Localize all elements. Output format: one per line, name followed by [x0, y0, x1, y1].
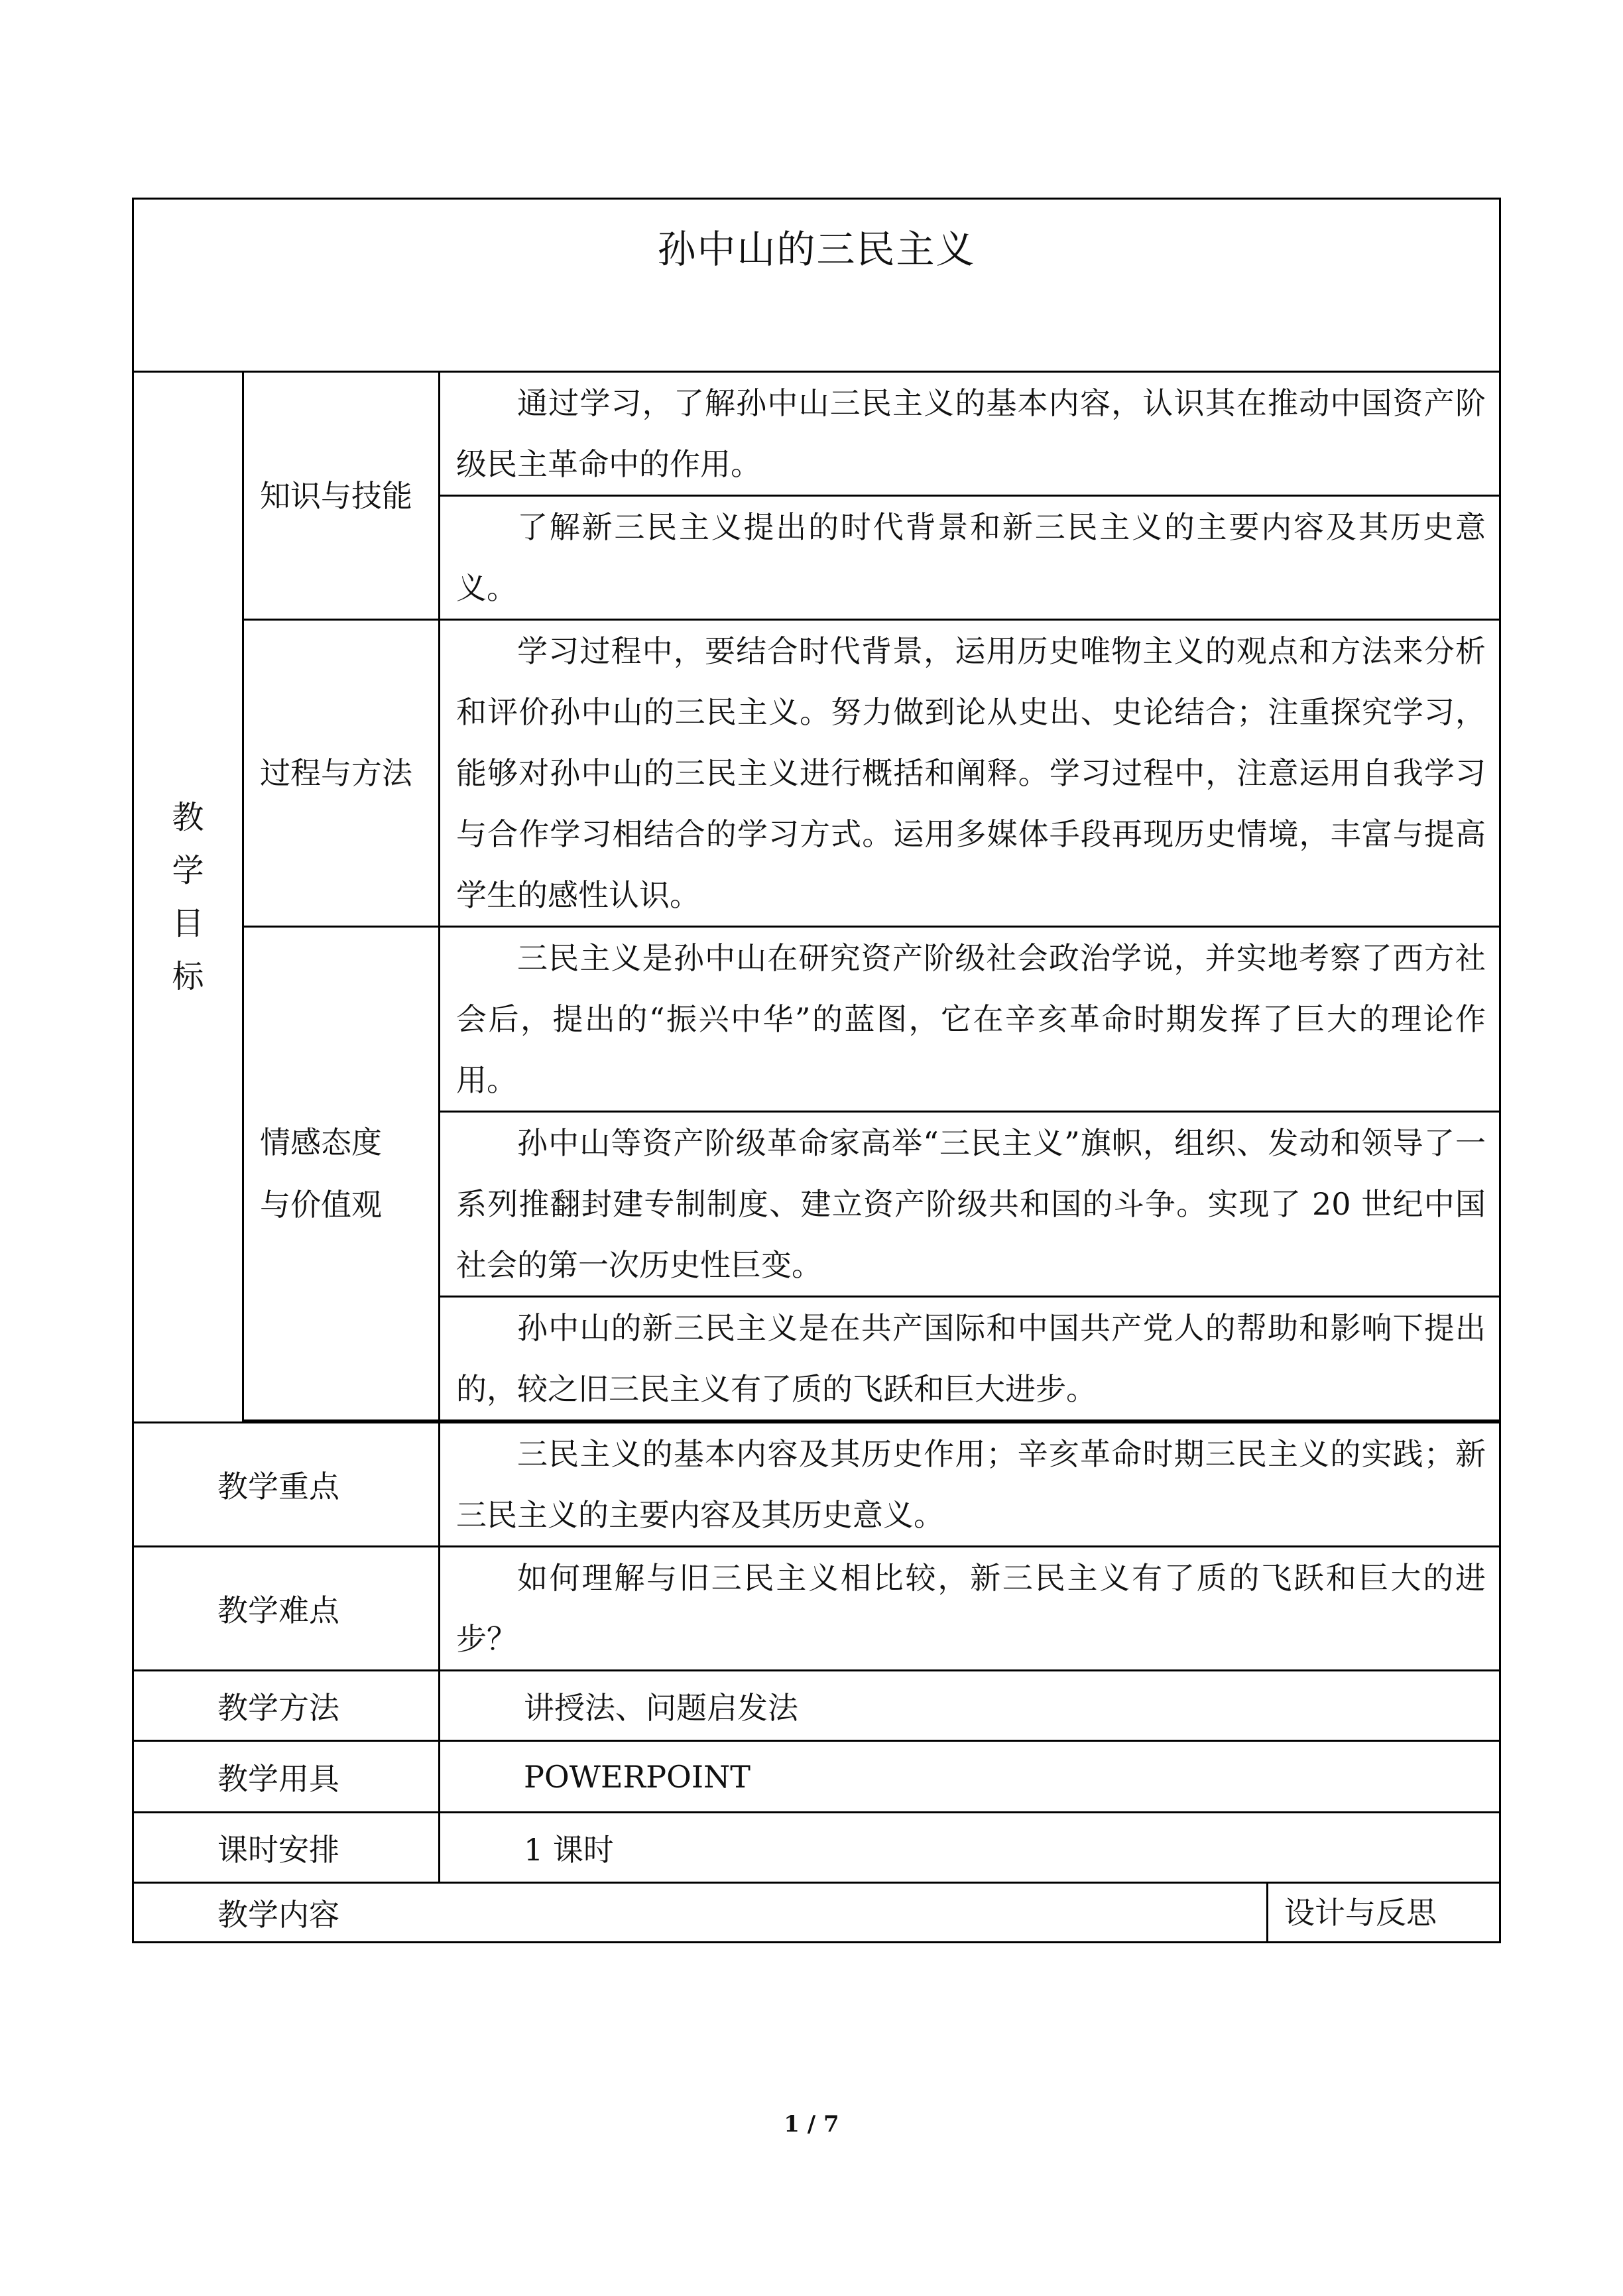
objective-attitude-3 — [440, 1297, 1500, 1421]
schedule-content: 1 课时 — [440, 1813, 1500, 1883]
page-title: 孙中山的三民主义 — [657, 227, 976, 272]
objective-attitude-1 — [440, 927, 1500, 1112]
difficulties-label: 教学难点 — [133, 1547, 440, 1671]
objective-text: 学习过程中，要结合时代背景，运用历史唯物主义的观点和方法来分析和评价孙中山的三民主义。努力做到论从史出、史论结合；注重探究学习，能够对孙中山的三民主义进行概括和阐释。学习过程中，注意运用自我学习与合作学习相结合的学习方式。运用多媒体手段再现历史情境，丰富与提高学生的感性认识。 — [456, 633, 1486, 913]
key-points-label: 教学重点 — [133, 1423, 440, 1547]
category-process-methods: 过程与方法 — [243, 620, 440, 927]
content-header-label: 教学内容 — [133, 1883, 1268, 1943]
objectives-label-char: 教 — [172, 799, 204, 836]
category-knowledge-skills: 知识与技能 — [243, 372, 440, 620]
key-points-text: 三民主义的基本内容及其历史作用；辛亥革命时期三民主义的实践；新三民主义的主要内容及其历史意义。 — [456, 1436, 1486, 1533]
difficulties-text: 如何理解与旧三民主义相比较，新三民主义有了质的飞跃和巨大的进步？ — [456, 1560, 1486, 1657]
methods-content: 讲授法、问题启发法 — [440, 1671, 1500, 1741]
category-attitudes-values — [243, 927, 440, 1421]
category-line: 情感态度 — [260, 1124, 382, 1160]
objective-process-1 — [440, 620, 1500, 927]
objective-text: 孙中山等资产阶级革命家高举“三民主义”旗帜，组织、发动和领导了一系列推翻封建专制制度、建立资产阶级共和国的斗争。实现了 20 世纪中国社会的第一次历史性巨变。 — [456, 1125, 1486, 1283]
objective-knowledge-1 — [440, 372, 1500, 496]
objective-text: 孙中山的新三民主义是在共产国际和中国共产党人的帮助和影响下提出的，较之旧三民主义有了质的飞跃和巨大进步。 — [456, 1310, 1486, 1407]
methods-label: 教学方法 — [133, 1671, 440, 1741]
objective-text: 通过学习，了解孙中山三民主义的基本内容，认识其在推动中国资产阶级民主革命中的作用。 — [456, 385, 1486, 482]
difficulties-content — [440, 1547, 1500, 1671]
objectives-label-char: 目 — [172, 905, 204, 942]
objective-text: 了解新三民主义提出的时代背景和新三民主义的主要内容及其历史意义。 — [456, 509, 1486, 606]
objective-attitude-2 — [440, 1112, 1500, 1297]
objectives-label-char: 学 — [172, 852, 204, 889]
tools-label: 教学用具 — [133, 1741, 440, 1813]
objective-knowledge-2 — [440, 496, 1500, 620]
schedule-label: 课时安排 — [133, 1813, 440, 1883]
objectives-label-char: 标 — [172, 958, 204, 995]
tools-content: POWERPOINT — [440, 1741, 1500, 1813]
objectives-label — [133, 372, 243, 1423]
lesson-plan-table — [132, 198, 1501, 1943]
title-cell — [133, 199, 1500, 372]
reflection-header-label: 设计与反思 — [1268, 1883, 1500, 1943]
objective-text: 三民主义是孙中山在研究资产阶级社会政治学说，并实地考察了西方社会后，提出的“振兴中华”的蓝图，它在辛亥革命时期发挥了巨大的理论作用。 — [456, 940, 1486, 1098]
page-number: 1 / 7 — [784, 2111, 839, 2138]
category-line: 与价值观 — [260, 1187, 382, 1223]
key-points-content — [440, 1423, 1500, 1547]
